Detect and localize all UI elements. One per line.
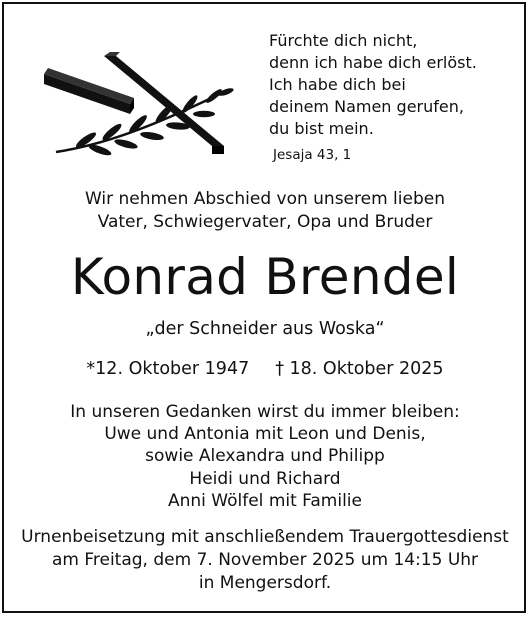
burial-line: Urnenbeisetzung mit anschließendem Trauergottesdienst xyxy=(21,527,509,547)
verse-reference: Jesaja 43, 1 xyxy=(273,147,352,163)
burial-line: in Mengersdorf. xyxy=(198,573,332,593)
intro-line: Wir nehmen Abschied von unserem lieben xyxy=(84,189,445,209)
mourners-line: In unseren Gedanken wirst du immer bleiben: xyxy=(70,402,460,422)
mourners-line: Heidi und Richard xyxy=(189,468,341,489)
verse-line: deinem Namen gerufen, xyxy=(269,97,464,116)
mourners-line: Anni Wölfel mit Familie xyxy=(168,490,362,511)
intro-line: Vater, Schwiegervater, Opa und Bruder xyxy=(97,212,433,232)
birth-date: *12. Oktober 1947 xyxy=(86,359,250,379)
death-date: † 18. Oktober 2025 xyxy=(275,359,444,379)
verse-line: Fürchte dich nicht, xyxy=(269,31,418,50)
cross-with-palm-branch-icon xyxy=(38,52,238,164)
verse-line: denn ich habe dich erlöst. xyxy=(269,53,477,72)
deceased-name: Konrad Brendel xyxy=(70,248,460,306)
mourners-line: sowie Alexandra und Philipp xyxy=(145,446,385,467)
verse-line: du bist mein. xyxy=(269,119,374,138)
bible-verse xyxy=(269,30,477,140)
mourners-line: Uwe und Antonia mit Leon und Denis, xyxy=(104,424,426,445)
burial-line: am Freitag, dem 7. November 2025 um 14:15 Uhr xyxy=(51,550,479,570)
deceased-nickname: „der Schneider aus Woska“ xyxy=(145,319,385,339)
intro-text xyxy=(0,188,530,234)
life-dates xyxy=(0,357,530,381)
verse-line: Ich habe dich bei xyxy=(269,75,406,94)
burial-info xyxy=(0,526,530,595)
mourners-list xyxy=(0,401,530,512)
